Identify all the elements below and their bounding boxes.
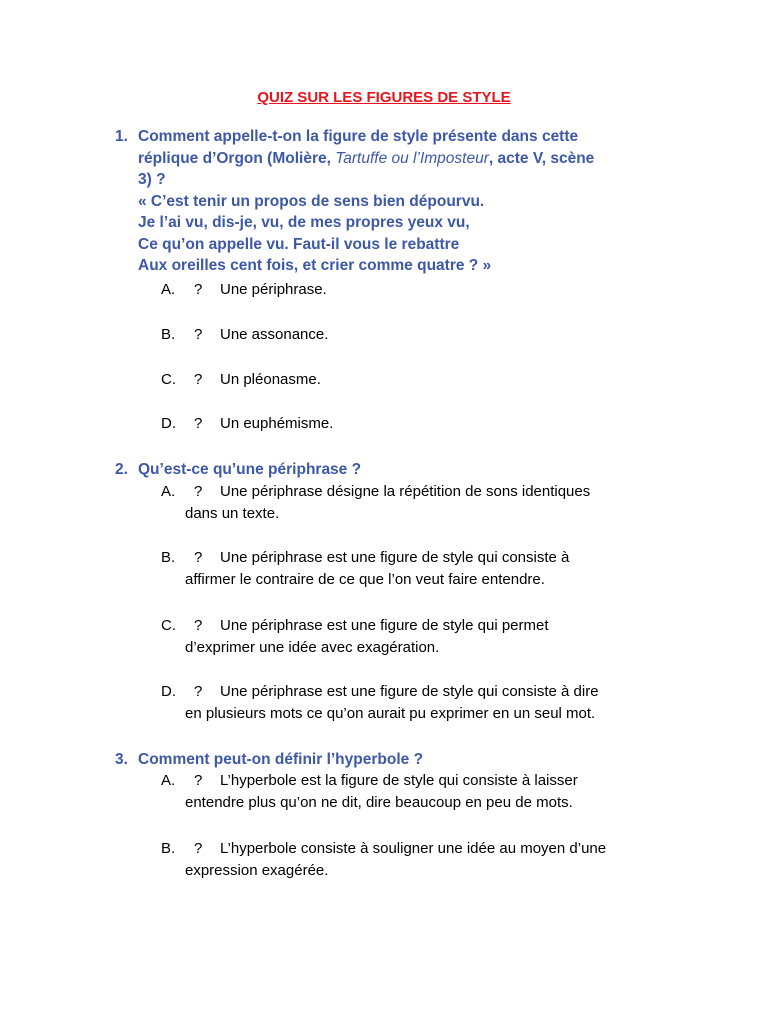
checkbox-glyph[interactable]: ?: [194, 281, 203, 298]
option-text-line: dans un texte.: [185, 505, 280, 522]
question-number: 3.: [115, 751, 128, 768]
option-text-line: expression exagérée.: [185, 862, 329, 879]
question-number: 2.: [115, 461, 128, 478]
question-1: [115, 126, 675, 277]
question-text-line: [138, 148, 675, 170]
option-letter: D.: [161, 415, 176, 432]
option-letter: B.: [161, 840, 176, 857]
option-text-line: Une périphrase est une figure de style qui consiste à: [220, 549, 570, 566]
option-text: Une périphrase.: [220, 281, 327, 298]
option-q1-b[interactable]: [161, 324, 681, 346]
option-letter: B.: [161, 549, 176, 566]
option-q2-a[interactable]: [161, 481, 681, 525]
checkbox-glyph[interactable]: ?: [194, 840, 203, 857]
option-text-line: en plusieurs mots ce qu’on aurait pu exprimer en un seul mot.: [185, 705, 596, 722]
option-text-line: entendre plus qu’on ne dit, dire beaucoup en peu de mots.: [185, 794, 573, 811]
option-letter: A.: [161, 772, 176, 789]
checkbox-glyph[interactable]: ?: [194, 772, 203, 789]
quote-line: Ce qu’on appelle vu. Faut-il vous le rebattre: [138, 235, 460, 253]
checkbox-glyph[interactable]: ?: [194, 371, 203, 388]
option-q2-b[interactable]: [161, 547, 681, 591]
option-text-line: L’hyperbole consiste à souligner une idée au moyen d’une: [220, 840, 607, 857]
option-letter: B.: [161, 326, 176, 343]
option-letter: A.: [161, 281, 176, 298]
question-2: [115, 459, 675, 481]
question-text-line: Qu’est-ce qu’une périphrase ?: [138, 461, 362, 478]
quote-line: Je l’ai vu, dis-je, vu, de mes propres yeux vu,: [138, 214, 470, 231]
option-q1-c[interactable]: [161, 369, 681, 391]
option-letter: C.: [161, 371, 176, 388]
option-letter: D.: [161, 683, 176, 700]
question-text-line: Comment appelle-t-on la figure de style présente dans cette: [138, 128, 579, 145]
question-text-line: 3) ?: [138, 171, 166, 188]
option-letter: C.: [161, 617, 176, 634]
quote-line: Aux oreilles cent fois, et crier comme quatre ? »: [138, 257, 492, 274]
option-text-line: L’hyperbole est la figure de style qui consiste à laisser: [220, 772, 578, 789]
option-text: Une assonance.: [220, 326, 329, 343]
checkbox-glyph[interactable]: ?: [194, 617, 203, 634]
option-letter: A.: [161, 483, 176, 500]
work-title: Tartuffe ou l’Imposteur: [335, 149, 489, 167]
option-q1-a[interactable]: [161, 279, 681, 301]
checkbox-glyph[interactable]: ?: [194, 683, 203, 700]
checkbox-glyph[interactable]: ?: [194, 415, 203, 432]
question-text-line: Comment peut-on définir l’hyperbole ?: [138, 751, 424, 768]
checkbox-glyph[interactable]: ?: [194, 483, 203, 500]
option-text: Un euphémisme.: [220, 415, 334, 432]
option-text-line: Une périphrase est une figure de style qui permet: [220, 617, 549, 634]
question-text-fragment: , acte V, scène: [488, 149, 595, 167]
option-q3-a[interactable]: [161, 770, 681, 814]
option-text-line: Une périphrase est une figure de style qui consiste à dire: [220, 683, 599, 700]
quote-line: « C’est tenir un propos de sens bien dépourvu.: [138, 192, 485, 210]
option-q1-d[interactable]: [161, 413, 681, 435]
option-text-line: Une périphrase désigne la répétition de sons identiques: [220, 483, 591, 500]
checkbox-glyph[interactable]: ?: [194, 549, 203, 566]
option-text-line: d’exprimer une idée avec exagération.: [185, 639, 440, 656]
option-text-line: affirmer le contraire de ce que l’on veut faire entendre.: [185, 571, 545, 588]
option-q2-c[interactable]: [161, 615, 681, 659]
page-title: QUIZ SUR LES FIGURES DE STYLE: [257, 89, 511, 106]
option-q2-d[interactable]: [161, 681, 681, 725]
option-q3-b[interactable]: [161, 838, 681, 882]
option-text: Un pléonasme.: [220, 371, 321, 388]
question-number: 1.: [115, 128, 128, 145]
question-3: [115, 749, 675, 771]
checkbox-glyph[interactable]: ?: [194, 326, 203, 343]
question-text-fragment: réplique d’Orgon (Molière,: [138, 149, 336, 167]
